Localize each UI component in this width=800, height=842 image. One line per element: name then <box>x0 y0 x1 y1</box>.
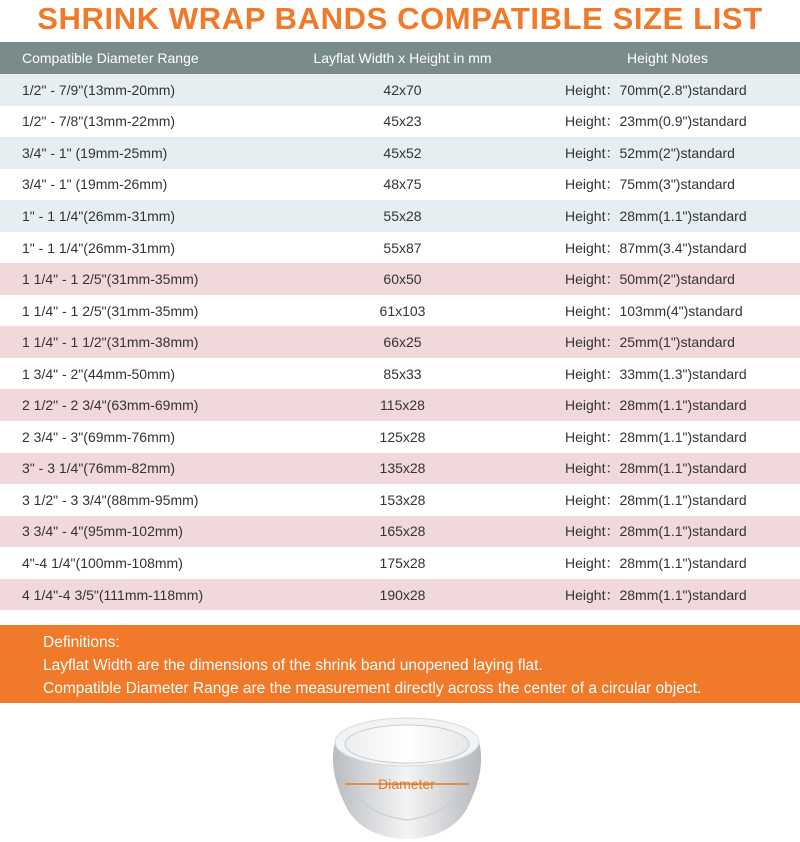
cell-layflat-size: 85x33 <box>383 365 422 382</box>
cell-layflat-size: 165x28 <box>379 523 426 540</box>
cell-layflat-size: 45x52 <box>383 144 422 161</box>
cell-diameter-range: 1 1/4" - 1 2/5"(31mm-35mm) <box>22 302 199 319</box>
size-table <box>0 42 800 610</box>
header-layflat-size: Layflat Width x Height in mm <box>313 50 492 66</box>
cell-layflat-size: 125x28 <box>379 428 426 445</box>
cell-height-note: Height：25mm(1")standard <box>565 334 735 351</box>
table-row <box>0 232 800 264</box>
cell-height-note: Height：50mm(2")standard <box>565 271 735 288</box>
diameter-label: Diameter <box>378 776 435 792</box>
cell-height-note: Height：28mm(1.1")standard <box>565 586 747 603</box>
table-row <box>0 484 800 516</box>
cell-diameter-range: 1" - 1 1/4"(26mm-31mm) <box>22 207 176 224</box>
table-row <box>0 358 800 390</box>
cell-diameter-range: 3 3/4" - 4"(95mm-102mm) <box>22 523 183 540</box>
table-body <box>0 74 800 610</box>
definitions-heading: Definitions: <box>43 634 120 651</box>
cell-diameter-range: 1 1/4" - 1 1/2"(31mm-38mm) <box>22 334 199 351</box>
table-row <box>0 579 800 611</box>
cell-diameter-range: 1/2" - 7/8"(13mm-22mm) <box>22 113 176 130</box>
definitions-panel <box>0 625 800 703</box>
cell-layflat-size: 175x28 <box>379 554 426 571</box>
cell-layflat-size: 48x75 <box>383 176 422 193</box>
header-diameter-range: Compatible Diameter Range <box>22 50 199 66</box>
table-row <box>0 547 800 579</box>
header-height-notes: Height Notes <box>627 50 708 66</box>
table-header-row <box>0 42 800 74</box>
cell-height-note: Height：70mm(2.8")standard <box>565 81 747 98</box>
table-row <box>0 421 800 453</box>
cell-height-note: Height：28mm(1.1")standard <box>565 207 747 224</box>
cell-diameter-range: 2 1/2" - 2 3/4"(63mm-69mm) <box>22 397 199 414</box>
cell-layflat-size: 55x28 <box>383 207 422 224</box>
cell-height-note: Height：33mm(1.3")standard <box>565 365 747 382</box>
table-row <box>0 453 800 485</box>
table-row <box>0 326 800 358</box>
cell-height-note: Height：52mm(2")standard <box>565 144 735 161</box>
cell-height-note: Height：23mm(0.9")standard <box>565 113 747 130</box>
definition-diameter: Compatible Diameter Range are the measurement directly across the center of a circular object. <box>43 680 702 697</box>
cell-layflat-size: 55x87 <box>383 239 422 256</box>
cell-layflat-size: 190x28 <box>379 586 426 603</box>
table-row <box>0 389 800 421</box>
cell-height-note: Height：87mm(3.4")standard <box>565 239 747 256</box>
cell-diameter-range: 1 3/4" - 2"(44mm-50mm) <box>22 365 176 382</box>
cell-height-note: Height：28mm(1.1")standard <box>565 491 747 508</box>
cell-diameter-range: 3/4" - 1" (19mm-26mm) <box>22 176 168 193</box>
cell-layflat-size: 60x50 <box>383 271 422 288</box>
cell-diameter-range: 3" - 3 1/4"(76mm-82mm) <box>22 460 176 477</box>
cell-diameter-range: 3/4" - 1" (19mm-25mm) <box>22 144 168 161</box>
cell-layflat-size: 45x23 <box>383 113 422 130</box>
cell-diameter-range: 1 1/4" - 1 2/5"(31mm-35mm) <box>22 271 199 288</box>
cell-layflat-size: 135x28 <box>379 460 426 477</box>
cell-diameter-range: 1" - 1 1/4"(26mm-31mm) <box>22 239 176 256</box>
cell-height-note: Height：28mm(1.1")standard <box>565 460 747 477</box>
cell-layflat-size: 153x28 <box>379 491 426 508</box>
table-row <box>0 200 800 232</box>
cell-height-note: Height：28mm(1.1")standard <box>565 523 747 540</box>
cell-layflat-size: 42x70 <box>383 81 422 98</box>
cell-height-note: Height：28mm(1.1")standard <box>565 397 747 414</box>
cell-layflat-size: 66x25 <box>383 334 422 351</box>
cell-height-note: Height：28mm(1.1")standard <box>565 428 747 445</box>
table-row <box>0 137 800 169</box>
cell-diameter-range: 4 1/4"-4 3/5"(111mm-118mm) <box>22 586 204 603</box>
table-row <box>0 516 800 548</box>
table-row <box>0 74 800 106</box>
cell-height-note: Height：75mm(3")standard <box>565 176 735 193</box>
cell-diameter-range: 2 3/4" - 3"(69mm-76mm) <box>22 428 176 445</box>
cell-layflat-size: 115x28 <box>380 397 425 414</box>
cell-height-note: Height：28mm(1.1")standard <box>565 554 747 571</box>
cell-height-note: Height：103mm(4")standard <box>565 302 743 319</box>
table-row <box>0 263 800 295</box>
table-row <box>0 169 800 201</box>
definition-layflat: Layflat Width are the dimensions of the shrink band unopened laying flat. <box>43 657 543 674</box>
table-row <box>0 106 800 138</box>
cell-diameter-range: 3 1/2" - 3 3/4"(88mm-95mm) <box>22 491 199 508</box>
page-title: SHRINK WRAP BANDS COMPATIBLE SIZE LIST <box>37 1 763 36</box>
cell-diameter-range: 1/2" - 7/9"(13mm-20mm) <box>22 81 176 98</box>
cell-diameter-range: 4"-4 1/4"(100mm-108mm) <box>22 554 183 571</box>
table-row <box>0 295 800 327</box>
cell-layflat-size: 61x103 <box>379 302 426 319</box>
